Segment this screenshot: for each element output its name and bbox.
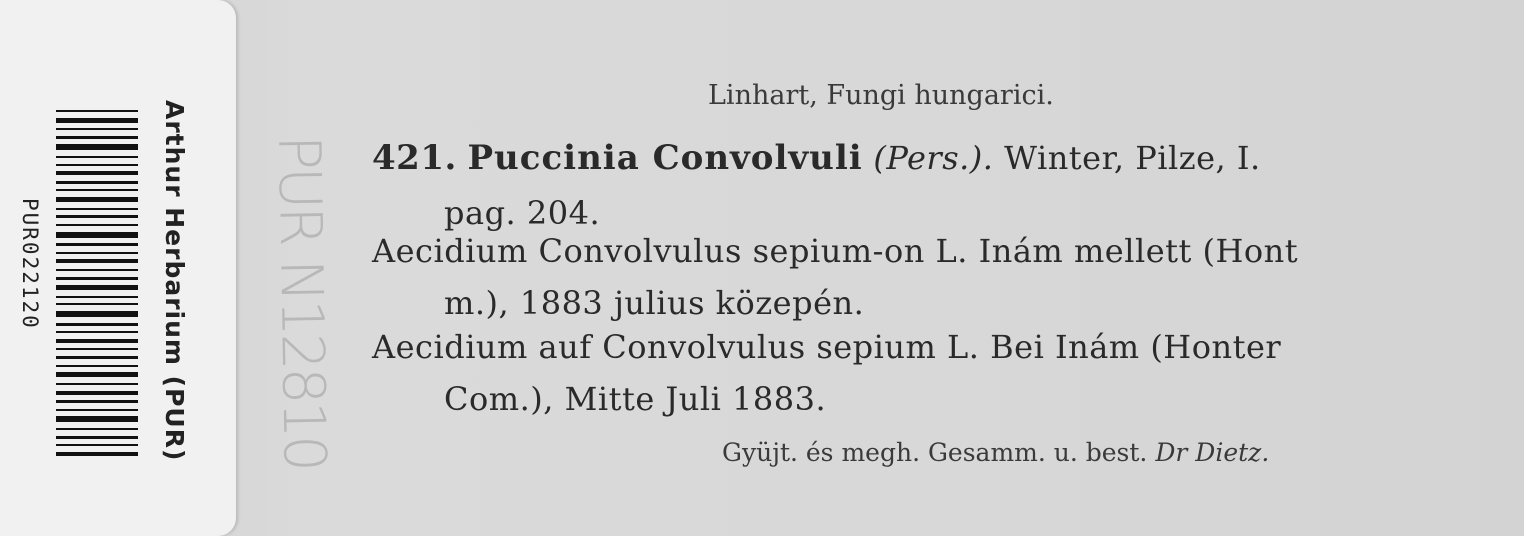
barcode-bar: [56, 400, 138, 403]
accession-number: PUR022120: [18, 198, 42, 330]
barcode-bar: [56, 331, 138, 333]
barcode-bar: [56, 128, 138, 130]
barcode-bar: [56, 428, 138, 430]
species-line: [372, 138, 1261, 178]
barcode-bar: [56, 269, 138, 271]
reference-text: Winter, Pilze, I.: [1004, 139, 1261, 177]
barcode-bar: [56, 164, 138, 166]
barcode-bar: [56, 436, 138, 439]
herbarium-name: Arthur Herbarium (PUR): [160, 100, 189, 462]
barcode-bar: [56, 171, 138, 175]
barcode-bar: [56, 323, 138, 326]
barcode-bar: [56, 197, 138, 202]
barcode-bar: [56, 356, 138, 359]
hungarian-locality-line-2: m.), 1883 julius közepén.: [444, 284, 865, 322]
barcode-bar: [56, 243, 138, 246]
barcode-bar: [56, 259, 138, 263]
barcode-bar: [56, 110, 138, 112]
species-author: (Pers.).: [873, 139, 994, 177]
barcode-bar: [56, 215, 138, 218]
german-locality-line-1: Aecidium auf Convolvulus sepium L. Bei Inám (Honter: [372, 328, 1282, 366]
barcode-bar: [56, 303, 138, 305]
collector-name: Dr Dietz.: [1155, 438, 1270, 467]
barcode-bar: [56, 136, 138, 139]
barcode-bar: [56, 383, 138, 385]
barcode-bar: [56, 224, 138, 226]
barcode-bar: [56, 311, 138, 317]
german-locality-line-2: Com.), Mitte Juli 1883.: [444, 380, 827, 418]
barcode-bar: [56, 277, 138, 280]
barcode-bar: [56, 296, 138, 298]
handwritten-accession: PUR N12810: [265, 134, 339, 470]
barcode-bar: [56, 365, 138, 367]
barcode: [56, 110, 138, 456]
barcode-bar: [56, 416, 138, 422]
barcode-bar: [56, 181, 138, 184]
barcode-bar: [56, 144, 138, 150]
reference-page: pag. 204.: [444, 194, 601, 232]
species-name: Puccinia Convolvuli: [467, 138, 863, 178]
barcode-bar: [56, 285, 138, 290]
barcode-bar: [56, 232, 138, 238]
barcode-bar: [56, 156, 138, 158]
exsiccata-number: 421.: [372, 138, 457, 178]
hungarian-locality-line-1: Aecidium Convolvulus sepium-on L. Inám mellett (Hont: [372, 232, 1299, 270]
barcode-bar: [56, 372, 138, 377]
barcode-bar: [56, 444, 138, 446]
barcode-bar: [56, 339, 138, 343]
barcode-label: [0, 0, 236, 536]
collector-line: [722, 438, 1269, 467]
barcode-bar: [56, 348, 138, 350]
barcode-bar: [56, 452, 138, 456]
collector-prefix: Gyüjt. és megh. Gesamm. u. best.: [722, 438, 1148, 467]
barcode-bar: [56, 189, 138, 191]
barcode-bar: [56, 208, 138, 210]
series-title: Linhart, Fungi hungarici.: [708, 80, 1054, 111]
barcode-bar: [56, 391, 138, 395]
barcode-bar: [56, 409, 138, 411]
barcode-bar: [56, 118, 138, 123]
barcode-bar: [56, 252, 138, 254]
